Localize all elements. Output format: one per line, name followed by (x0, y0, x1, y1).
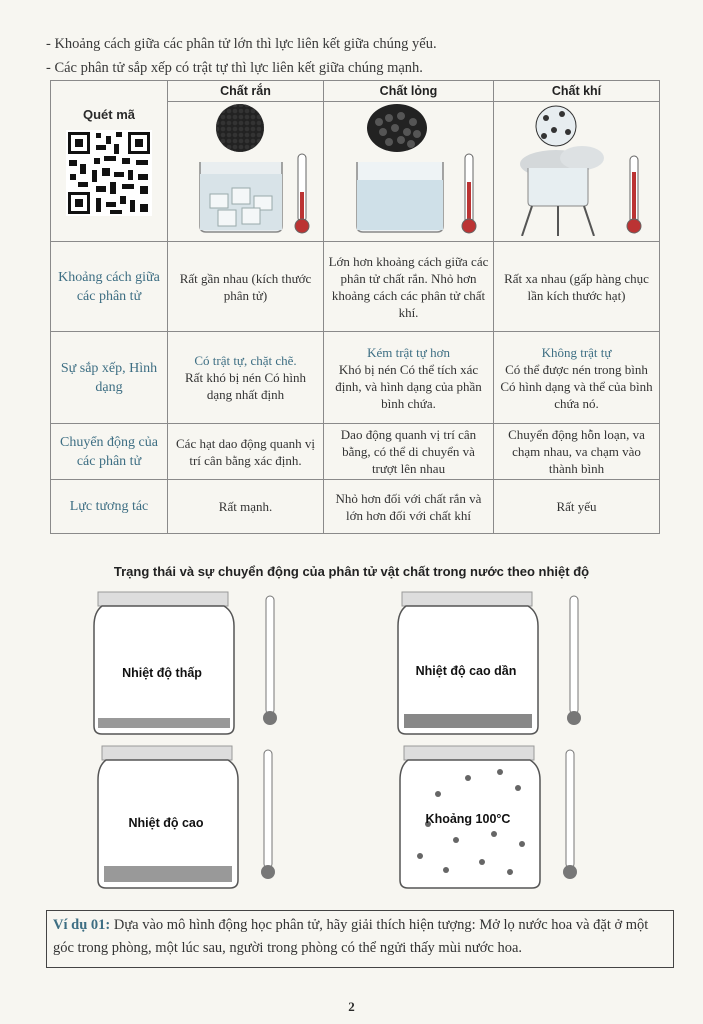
intro-line-1: - Khoảng cách giữa các phân tử lớn thì lực liên kết giữa chúng yếu. (46, 36, 437, 52)
example-prefix: Ví dụ 01: (53, 917, 111, 933)
header-gas: Chất khí (494, 81, 660, 102)
solid-illustration (168, 102, 324, 242)
solid-distance: Rất gần nhau (kích thước phân tử) (168, 242, 324, 332)
jar-label-boiling: Khoảng 100°C (425, 812, 511, 826)
gas-order: Không trật tự (541, 344, 612, 360)
solid-motion: Các hạt dao động quanh vị trí cân bằng xác định. (168, 424, 324, 480)
row-label-motion: Chuyển động của các phân tử (51, 424, 168, 480)
solid-force: Rất mạnh. (168, 480, 324, 534)
liquid-force: Nhỏ hơn đối với chất rắn và lớn hơn đối với chất khí (324, 480, 494, 534)
example-text: Dựa vào mô hình động học phân tử, hãy giải thích hiện tượng: Mở lọ nước hoa và đặt ở một góc trong phòng, một lúc sau, người trong phòng có thể ngửi thấy mùi nước hoa. (53, 917, 649, 956)
liquid-distance: Lớn hơn khoảng cách giữa các phân tử chất rắn. Nhỏ hơn khoảng cách các phân tử chất khí. (324, 242, 494, 332)
jar-low-temp (92, 590, 292, 738)
gas-beaker-icon (498, 102, 658, 236)
jar-low-temp-icon (92, 590, 292, 738)
example-box (46, 910, 674, 968)
jar-label-rising: Nhiệt độ cao dần (415, 664, 517, 678)
intro-line-2: - Các phân tử sắp xếp có trật tự thì lực liên kết giữa chúng mạnh. (46, 60, 423, 76)
jar-high-temp (96, 744, 296, 892)
qr-label: Quét mã (82, 106, 135, 122)
jar-rising-temp (396, 590, 596, 738)
gas-illustration (494, 102, 660, 242)
row-label-force: Lực tương tác (51, 480, 168, 534)
qr-code-icon[interactable] (66, 130, 152, 216)
jar-label-low: Nhiệt độ thấp (122, 666, 202, 680)
liquid-shape: Khó bị nén Có thể tích xác định, và hình dạng của phần bình chứa. (335, 361, 482, 411)
liquid-motion: Dao động quanh vị trí cân bằng, có thể di chuyển và trượt lên nhau (324, 424, 494, 480)
qr-cell (51, 81, 168, 242)
header-solid: Chất rắn (168, 81, 324, 102)
liquid-order: Kém trật tự hơn (367, 344, 450, 360)
jar-boiling (398, 744, 598, 892)
liquid-illustration (324, 102, 494, 242)
solid-order: Có trật tự, chặt chẽ. (194, 353, 297, 368)
gas-arrangement (494, 332, 660, 424)
solid-arrangement (168, 332, 324, 424)
page-number: 2 (348, 999, 355, 1014)
jar-label-high: Nhiệt độ cao (128, 816, 204, 830)
gas-force: Rất yếu (494, 480, 660, 534)
header-liquid: Chất lỏng (324, 81, 494, 102)
row-label-arrangement: Sự sắp xếp, Hình dạng (51, 332, 168, 424)
figure-title: Trạng thái và sự chuyển động của phân tử vật chất trong nước theo nhiệt độ (113, 564, 590, 579)
solid-beaker-icon (172, 102, 322, 236)
solid-shape: Rất khó bị nén Có hình dạng nhất định (185, 370, 306, 402)
gas-distance: Rất xa nhau (gấp hàng chục lần kích thước hạt) (494, 242, 660, 332)
gas-motion: Chuyển động hỗn loạn, va chạm nhau, va chạm vào thành bình (494, 424, 660, 480)
states-of-matter-table (50, 80, 660, 534)
gas-shape: Có thể được nén trong bình Có hình dạng và thể của bình chứa nó. (500, 361, 653, 411)
row-label-distance: Khoảng cách giữa các phân tử (51, 242, 168, 332)
liquid-beaker-icon (329, 102, 489, 236)
liquid-arrangement (324, 332, 494, 424)
